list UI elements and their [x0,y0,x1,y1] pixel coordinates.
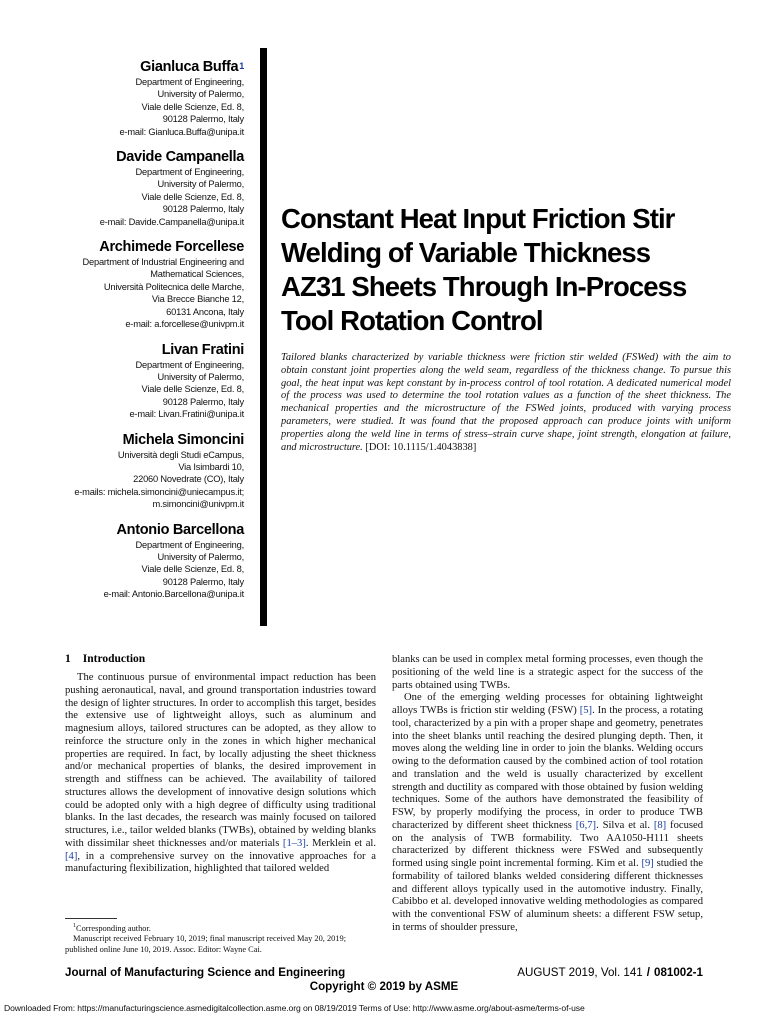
title-line: AZ31 Sheets Through In-Process [281,271,687,302]
affiliation-line: University of Palermo, [157,179,244,190]
affiliation-line: University of Palermo, [157,371,244,382]
author-email[interactable]: e-mail: Livan.Fratini@unipa.it [129,409,244,420]
author-email[interactable]: e-mail: a.forcellese@univpm.it [125,319,244,330]
affiliation-line: University of Palermo, [157,551,244,562]
affiliation-line: Viale delle Scienze, Ed. 8, [141,191,244,202]
paper-title [281,202,721,338]
paragraph: The continuous pursue of environmental impact reduction has been pushing aeronautical, naval, and ground transportation industries toward the design of lighter structures. In order to accomplish this target, besides the extensive use of lightweight alloys, such as aluminum and magnesium alloys, tailored structures can be adopted, as they allow to reinforce the structure only in the zones in which higher mechanical properties are required. In fact, by locally adjusting the sheet thickness and/or mechanical properties of blanks, the desired improvement in strength and stiffness can be achieved. The availability of tailored structures allows the development of innovative design solutions which could be adopted only with a high degree of difficulty using traditional blanks. In the last decades, the research was mainly focused on tailored structures, i.e., tailor welded blanks (TWBs), obtained by welding blanks with dissimilar sheet thicknesses and/or materials [1–3]. Merklein et al. [4], in a comprehensive survey on the innovative approaches for a manufacturing flexibilization, highlighted that tailored welded [65,672,376,875]
affiliation-line: Department of Industrial Engineering and [82,257,244,268]
author-name: Michela Simoncini [122,431,244,448]
affiliation-line: Via Isimbardi 10, [178,461,244,472]
author-block-1 [40,58,244,138]
body-column-left [65,672,376,876]
author-email[interactable]: e-mail: Davide.Campanella@unipa.it [99,216,244,227]
footnote-corresponding: $^1$Corresponding author. [73,923,151,933]
affiliation-line: Viale delle Scienze, Ed. 8, [141,384,244,395]
affiliation-line: Department of Engineering, [135,539,244,550]
affiliation-line: 90128 Palermo, Italy [162,396,244,407]
body-column-right [392,654,703,935]
paragraph: One of the emerging welding processes for obtaining lightweight alloys TWBs is friction stir welding (FSW) [5]. In the process, a rotating tool, characterized by a pin with a proper shape and geometry, penetrates into the sheet blanks until reaching the desired plunging depth. Then, it moves along the welding line in order to join the blanks. Welding occurs owing to the deformation caused by the combined action of tool rotation and translation and the weld is usually characterized by excellent strength and ductility as compared with those obtained by fusion welding techniques. Some of the authors have demonstrated the feasibility of FSW, by properly modifying the process, in order to produce TWB characterized by different sheet thickness [6,7]. Silva et al. [8] focused on the analysis of TWB formability. Two AA1050-H111 sheets characterized by different thickness were FSWed and subsequently formed using single point incremental forming. Kim et al. [9] studied the formability of tailored blanks welded considering different thicknesses and different alloys typically used in the automotive industry. Finally, Cabibbo et al. developed innovative welding methodologies as compared with the conventional FSW of aluminum sheets: a different FSW setup, in terms of shoulder pressure, [392,692,703,933]
footnote [65,921,376,955]
affiliation-line: Viale delle Scienze, Ed. 8, [141,564,244,575]
author-block-2 [40,148,244,228]
affiliation-line: 90128 Palermo, Italy [162,204,244,215]
affiliation-line: Viale delle Scienze, Ed. 8, [141,101,244,112]
citation-link[interactable]: [4] [65,850,78,862]
title-line: Constant Heat Input Friction Stir [281,203,675,234]
abstract-text: Tailored blanks characterized by variable thickness were friction stir welded (FSWed) with the aim to obtain constant joint properties along the weld seam, regardless of the thickness change. To pursue this goal, the heat input was kept constant by in-process control of tool rotation. A dedicated numerical model of the process was used to determine the tool rotation values as a function of the sheet thickness. The mechanical properties and the microstructure of the FSWed joints, produced with varying process parameters, were studied. It was found that the proposed approach can produce joints with uniform properties along the weld line in terms of stress–strain curve shape, joint strength, elongation at failure, and microstructure. [281,352,731,453]
citation-link[interactable]: [6,7] [575,819,597,831]
affiliation-line: Via Brecce Bianche 12, [151,294,244,305]
title-line: Tool Rotation Control [281,305,543,336]
affiliation-line: University of Palermo, [157,89,244,100]
citation-link[interactable]: [9] [641,858,654,869]
footnote-rule [65,918,117,919]
section-title: Introduction [82,653,146,665]
page-number: 081002-1 [654,966,703,979]
affiliation-line: Department of Engineering, [135,167,244,178]
affiliation-line: 90128 Palermo, Italy [162,576,244,587]
citation-link[interactable]: [5] [579,705,593,716]
section-number: 1 [65,653,71,665]
citation-link[interactable]: [8] [653,819,667,831]
journal-name: Journal of Manufacturing Science and Engineering [65,966,346,979]
copyright: Copyright © 2019 by ASME [309,980,459,993]
author-block-4 [40,341,244,421]
affiliation-line: Università Politecnica delle Marche, [103,281,244,292]
author-name: Antonio Barcellona [116,521,244,538]
section-heading [65,653,145,665]
abstract [281,352,731,454]
affiliation-line: 90128 Palermo, Italy [162,114,244,125]
footnote-history: Manuscript received February 10, 2019; final manuscript received May 20, 2019; published online June 10, 2019. Assoc. Editor: Wayne Cai. [65,934,347,954]
affiliation-line: 60131 Ancona, Italy [166,306,244,317]
title-line: Welding of Variable Thickness [281,237,651,268]
issue-info: AUGUST 2019, Vol. 141 / 081002-1 [517,966,703,979]
footnote-marker[interactable]: 1 [239,61,244,71]
affiliation-line: Department of Engineering, [135,359,244,370]
author-email[interactable]: e-mails: michela.simoncini@uniecampus.it; [74,486,244,497]
affiliation-line: 22060 Novedrate (CO), Italy [133,474,244,485]
author-email[interactable]: m.simoncini@univpm.it [152,499,244,510]
affiliation-line: Department of Engineering, [135,77,244,87]
doi-link[interactable]: [DOI: 10.1115/1.4043838] [365,441,477,453]
affiliation-line: Università degli Studi eCampus, [117,449,244,460]
author-block-5 [40,431,244,511]
citation-link[interactable]: [1–3] [282,837,306,849]
author-block-6 [40,521,244,601]
paragraph: blanks can be used in complex metal forming processes, even though the positioning of the weld line is a strategic aspect for the success of the parts obtained using TWBs. [392,654,703,691]
download-notice[interactable]: Downloaded From: https://manufacturingscience.asmedigitalcollection.asme.org on 08/19/2019 Terms of Use: http://www.asme.org/about-asme/terms-of-use [4,1003,585,1013]
author-email[interactable]: e-mail: Gianluca.Buffa@unipa.it [119,126,244,137]
author-name: Gianluca Buffa$^1$ [140,59,244,75]
author-name: Davide Campanella [116,149,244,166]
author-email[interactable]: e-mail: Antonio.Barcellona@unipa.it [103,589,244,600]
vertical-rule [260,48,267,626]
affiliation-line: Mathematical Sciences, [150,269,244,280]
author-name: Livan Fratini [161,341,244,358]
author-block-3 [40,238,244,330]
author-list [40,58,244,611]
author-name: Archimede Forcellese [99,239,244,256]
